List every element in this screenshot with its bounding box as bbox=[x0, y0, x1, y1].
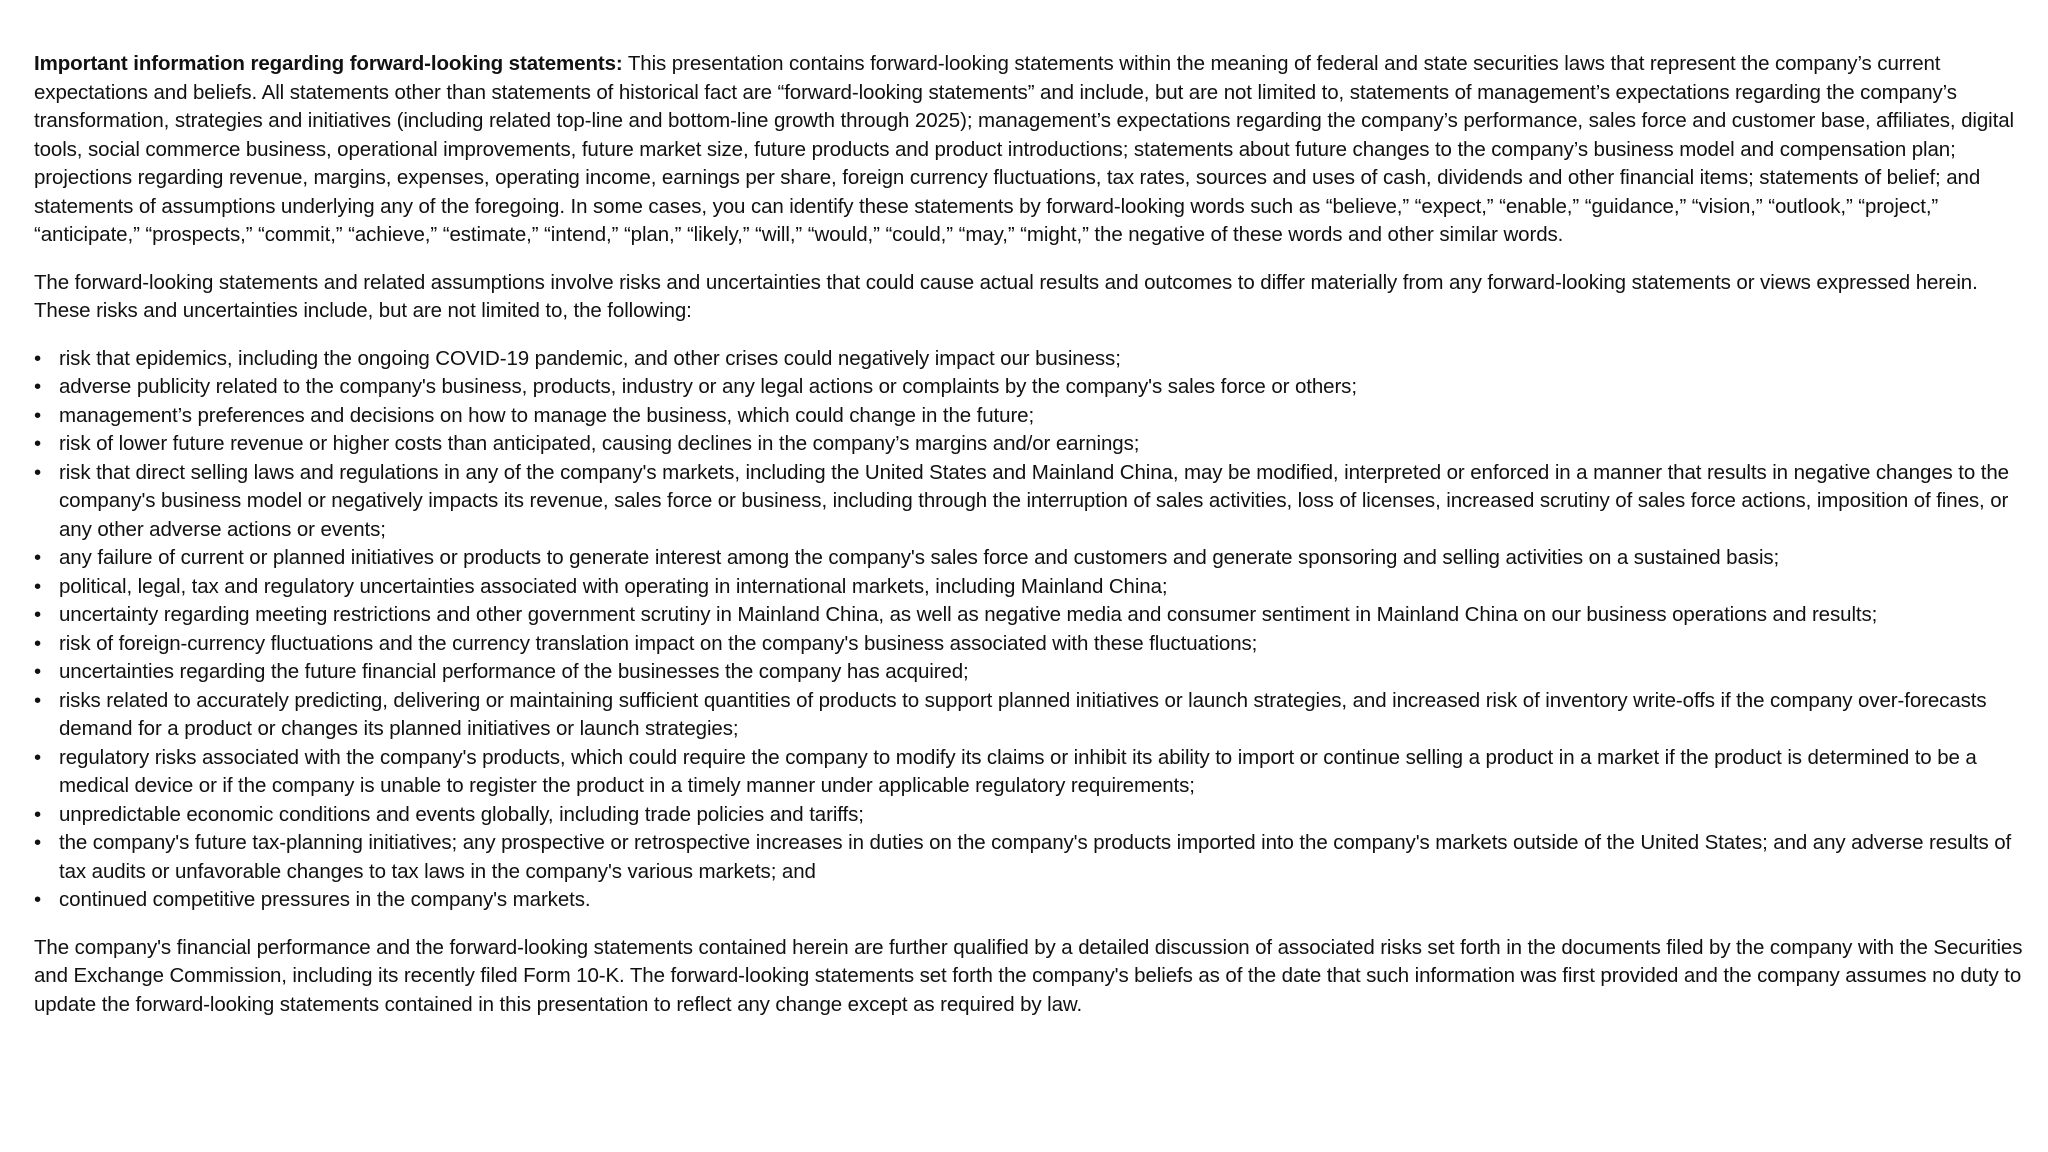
risk-list-item bbox=[34, 573, 2024, 602]
risk-text: risk that direct selling laws and regulations in any of the company's markets, including the United States and Mainland China, may be modified, interpreted or enforced in a manner that results in negative changes to the company's business model or negatively impacts its revenue, sales force or business, including through the interruption of sales activities, loss of licenses, increased scrutiny of sales force actions, imposition of fines, or any other adverse actions or events; bbox=[59, 460, 2009, 541]
bullet-icon: • bbox=[34, 660, 42, 683]
risk-list-item bbox=[34, 658, 2024, 687]
bullet-icon: • bbox=[34, 574, 42, 598]
intro-text: This presentation contains forward-looking statements within the meaning of federal and state securities laws that represent the company’s current expectations and beliefs. All statements other than statements of historical fact are “forward-looking statements” and include, but are not limited to, statements of management’s expectations regarding the company’s transformation, strategies and initiatives (including related top-line and bottom-line growth through 2025); management’s expectations regarding the company’s performance, sales force and customer base, affiliates, digital tools, social commerce business, operational improvements, future market size, future products and product introductions; statements about future changes to the company’s business model and compensation plan; projections regarding revenue, margins, expenses, operating income, earnings per share, foreign currency fluctuations, tax rates, sources and uses of cash, dividends and other financial items; statements of belief; and statements of assumptions underlying any of the foregoing. In some cases, you can identify these statements by forward-looking words such as “believe,” “expect,” “enable,” “guidance,” “vision,” “outlook,” “project,” “anticipate,” “prospects,” “commit,” “achieve,” “estimate,” “intend,” “plan,” “likely,” “will,” “would,” “could,” “may,” “might,” the negative of these words and other similar words. bbox=[34, 52, 2014, 246]
bullet-icon: • bbox=[34, 460, 42, 484]
bullet-icon: • bbox=[34, 745, 42, 769]
risk-text: risk of lower future revenue or higher costs than anticipated, causing declines in the company’s margins and/or earnings; bbox=[59, 432, 1140, 455]
risk-list-item bbox=[34, 744, 2024, 801]
risk-text: uncertainties regarding the future financial performance of the businesses the company has acquired; bbox=[59, 660, 969, 683]
risk-list-item bbox=[34, 687, 2024, 744]
risk-list-item bbox=[34, 544, 2024, 573]
risk-text: adverse publicity related to the company's business, products, industry or any legal actions or complaints by the company's sales force or others; bbox=[59, 375, 1357, 398]
bullet-icon: • bbox=[34, 888, 42, 911]
bullet-icon: • bbox=[34, 375, 42, 398]
risk-text: continued competitive pressures in the company's markets. bbox=[59, 888, 591, 911]
risks-intro-paragraph: The forward-looking statements and related assumptions involve risks and uncertainties that could cause actual results and outcomes to differ materially from any forward-looking statements or views expressed herein. These risks and uncertainties include, but are not limited to, the following: bbox=[34, 270, 1978, 322]
risk-text: political, legal, tax and regulatory uncertainties associated with operating in international markets, including Mainland China; bbox=[59, 574, 1168, 598]
intro-label: Important information regarding forward-looking statements: bbox=[34, 52, 623, 75]
risk-list-item bbox=[34, 373, 2024, 402]
risk-text: risks related to accurately predicting, delivering or maintaining sufficient quantities of products to support planned initiatives or launch strategies, and increased risk of inventory write-offs if the company over-forecasts demand for a product or changes its planned initiatives or launch strategies; bbox=[59, 688, 1987, 740]
risk-text: management’s preferences and decisions on how to manage the business, which could change in the future; bbox=[59, 403, 1035, 427]
risk-list-item bbox=[34, 402, 2024, 431]
risk-list-item bbox=[34, 345, 2024, 374]
risk-text: regulatory risks associated with the company's products, which could require the company to modify its claims or inhibit its ability to import or continue selling a product in a market if the product is determined to be a medical device or if the company is unable to register the product in a timely manner under applicable regulatory requirements; bbox=[59, 745, 1977, 797]
bullet-icon: • bbox=[34, 688, 42, 712]
bullet-icon: • bbox=[34, 432, 42, 455]
closing-paragraph: The company's financial performance and the forward-looking statements contained herein are further qualified by a detailed discussion of associated risks set forth in the documents filed by the company with the Securities and Exchange Commission, including its recently filed Form 10-K. The forward-looking statements set forth the company's beliefs as of the date that such information was first provided and the company assumes no duty to update the forward-looking statements contained in this presentation to reflect any change except as required by law. bbox=[34, 935, 2023, 1016]
risk-list-item bbox=[34, 459, 2024, 545]
risk-list-item bbox=[34, 601, 2024, 630]
bullet-icon: • bbox=[34, 546, 42, 569]
bullet-icon: • bbox=[34, 403, 42, 427]
risk-text: the company's future tax-planning initiatives; any prospective or retrospective increases in duties on the company's products imported into the company's markets outside of the United States; and any adverse results of tax audits or unfavorable changes to tax laws in the company's various markets; and bbox=[59, 831, 2012, 883]
risk-list-item bbox=[34, 430, 2024, 459]
bullet-icon: • bbox=[34, 831, 42, 854]
bullet-icon: • bbox=[34, 802, 42, 826]
bullet-icon: • bbox=[34, 346, 42, 370]
bullet-icon: • bbox=[34, 631, 42, 655]
risk-list-item bbox=[34, 829, 2024, 886]
risk-text: risk of foreign-currency fluctuations and the currency translation impact on the company's business associated with these fluctuations; bbox=[59, 631, 1258, 655]
disclaimer-slide bbox=[34, 50, 2024, 1038]
bullet-icon: • bbox=[34, 603, 42, 626]
risk-text: risk that epidemics, including the ongoing COVID-19 pandemic, and other crises could negatively impact our business; bbox=[59, 346, 1121, 370]
risk-text: uncertainty regarding meeting restrictions and other government scrutiny in Mainland China, as well as negative media and consumer sentiment in Mainland China on our business operations and results; bbox=[59, 603, 1878, 626]
intro-paragraph bbox=[34, 50, 2024, 250]
risk-text: unpredictable economic conditions and events globally, including trade policies and tariffs; bbox=[59, 802, 864, 826]
risk-text: any failure of current or planned initiatives or products to generate interest among the company's sales force and customers and generate sponsoring and selling activities on a sustained basis; bbox=[59, 546, 1780, 569]
risk-list bbox=[34, 345, 2024, 915]
risk-list-item bbox=[34, 801, 2024, 830]
risk-list-item bbox=[34, 886, 2024, 915]
risk-list-item bbox=[34, 630, 2024, 659]
